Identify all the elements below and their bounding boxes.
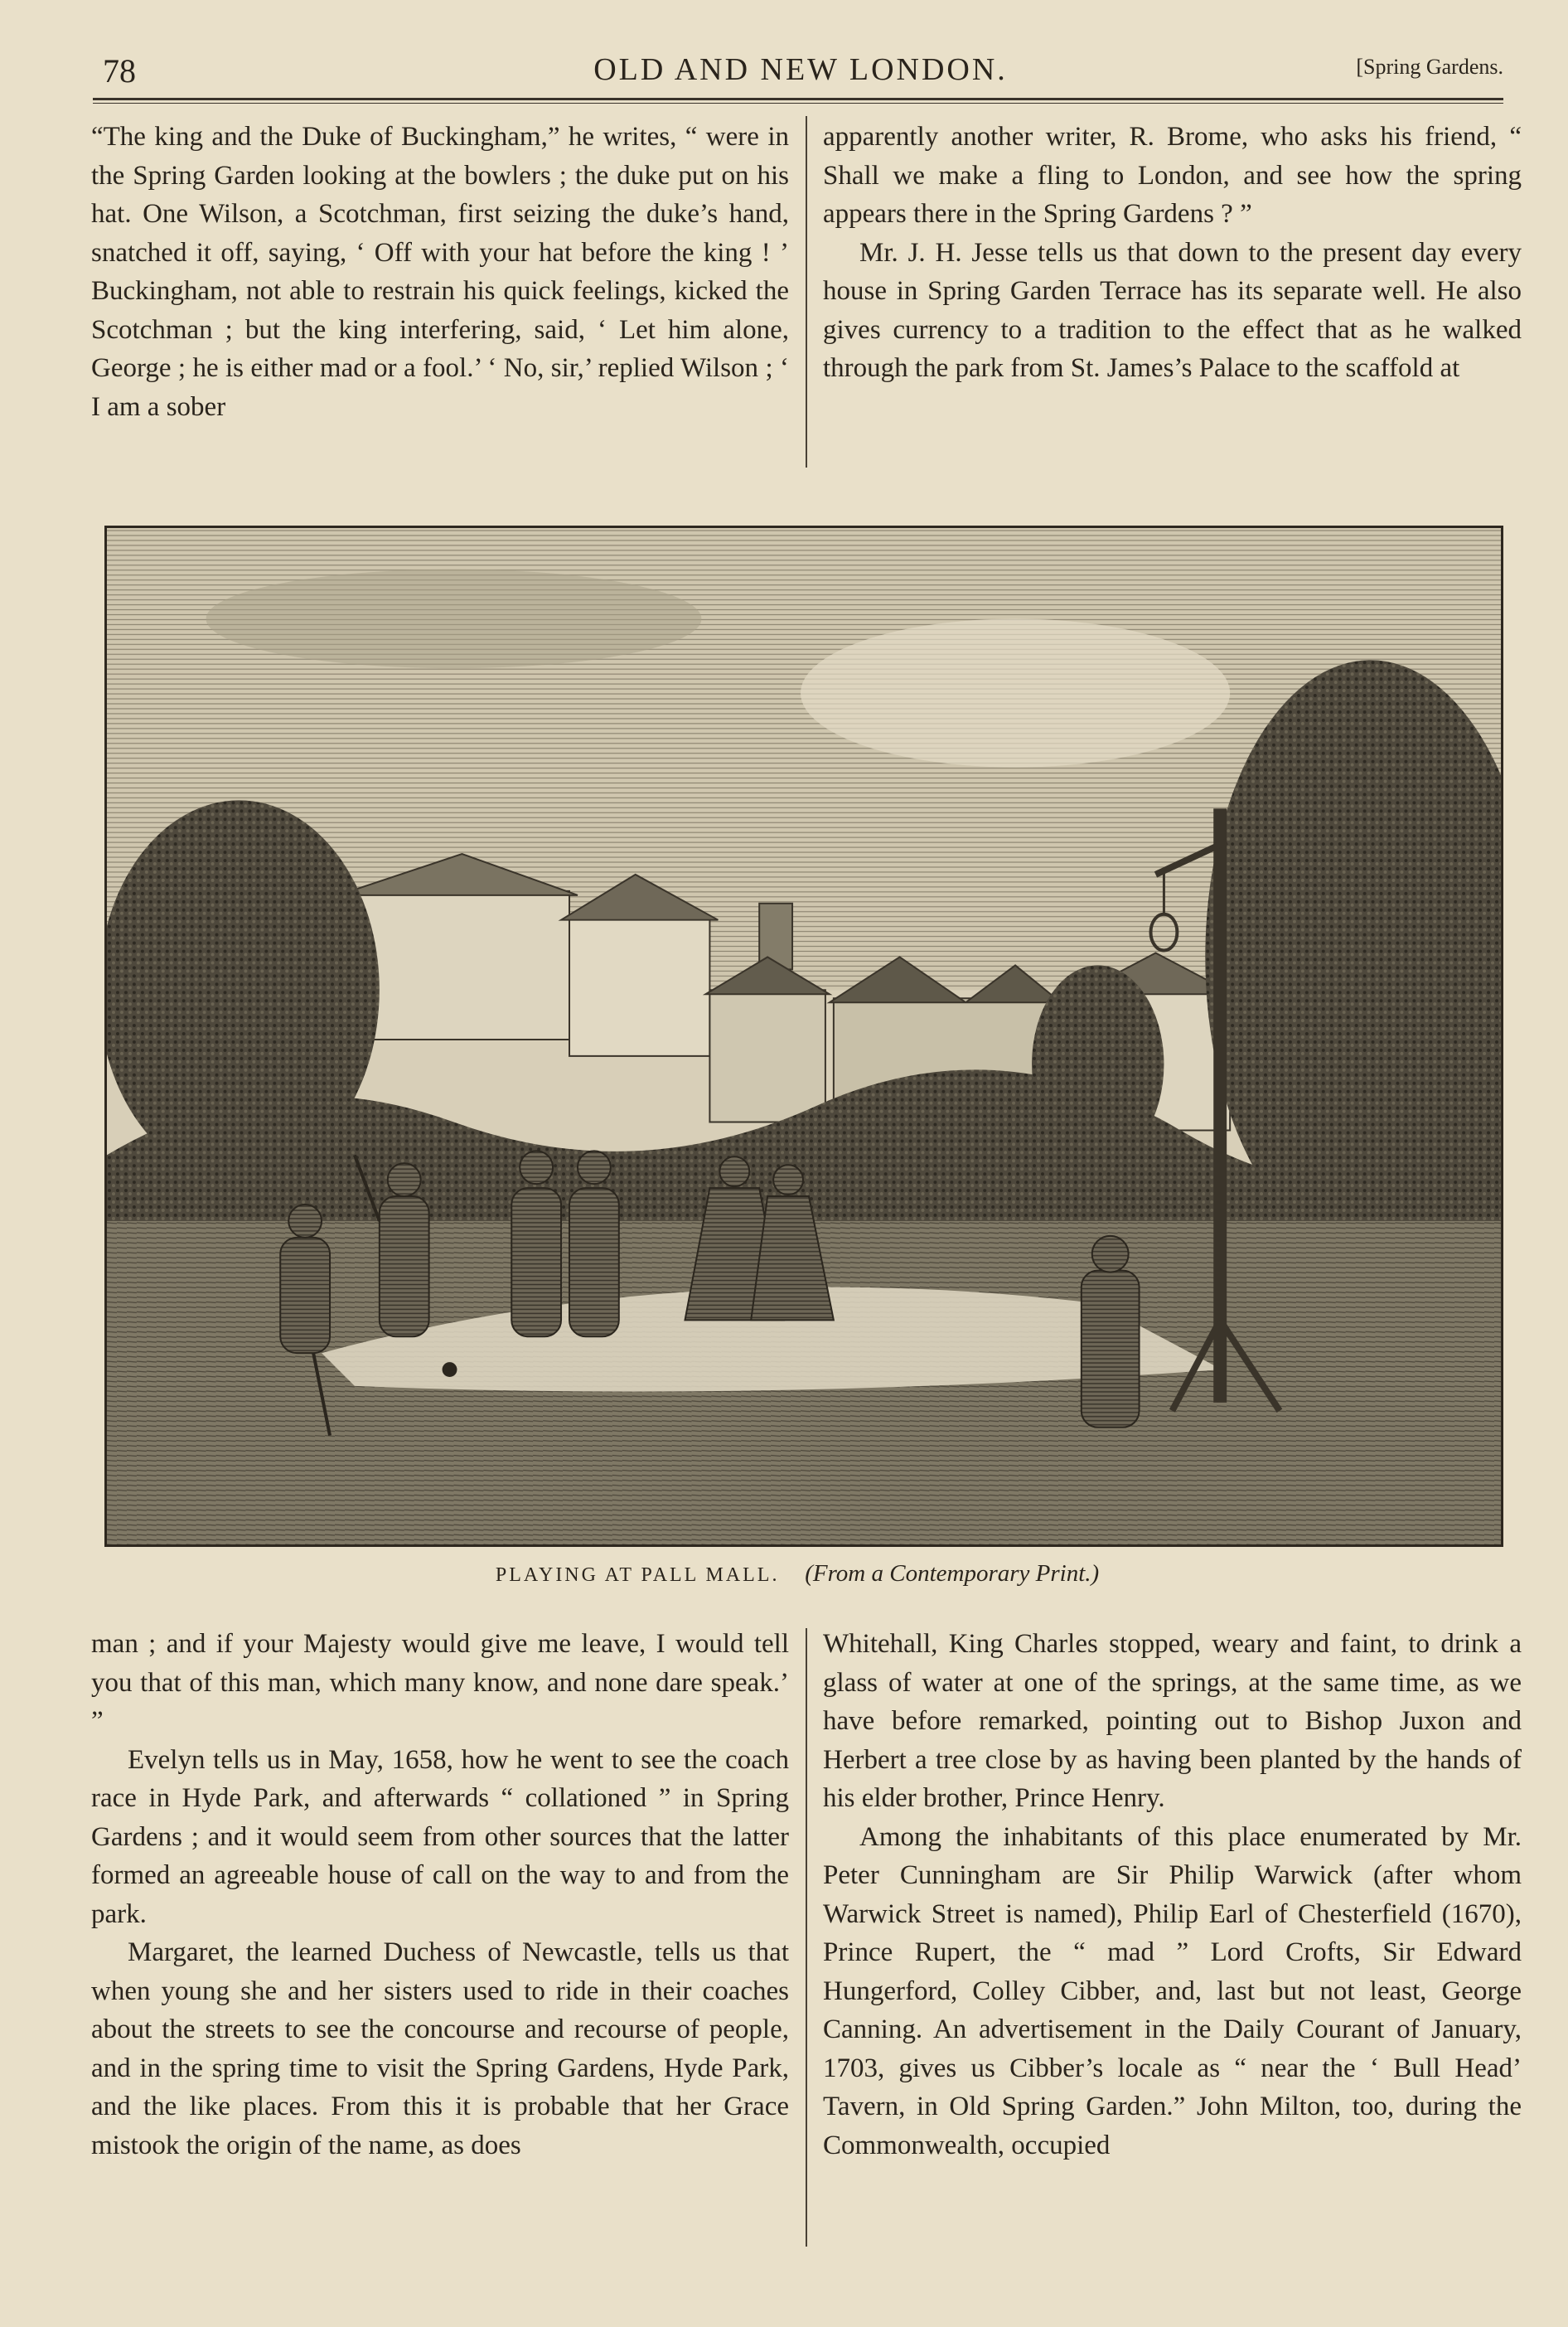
paragraph: Margaret, the learned Duchess of Newcastle, tells us that when young she and her sisters used to ride in their coaches about the streets to see the concourse and recourse of people, and in the spring time to visit the Spring Gardens, Hyde Park, and the like places. From this it is probable that her Grace mistook the origin of the name, as does bbox=[91, 1937, 789, 2160]
top-left-column bbox=[91, 118, 789, 426]
figure-caption bbox=[91, 1560, 1503, 1588]
page-number: 78 bbox=[103, 52, 136, 90]
paragraph: Among the inhabitants of this place enumerated by Mr. Peter Cunningham are Sir Philip Warwick (after whom Warwick Street is named), Philip Earl of Chesterfield (1670), Prince Rupert, the “ mad ” Lord Crofts, Sir Edward Hungerford, Colley Cibber, and, last but not least, George Canning. An advertisement in the Daily Courant of January, 1703, gives us Cibber’s locale as “ near the ‘ Bull Head’ Tavern, in Old Spring Garden.” John Milton, too, during the Commonwealth, occupied bbox=[823, 1821, 1522, 2160]
paragraph: Mr. J. H. Jesse tells us that down to the present day every house in Spring Garden Terrace has its separate well. He also gives currency to a tradition to the effect that as he walked through the park from St. James’s Palace to the scaffold at bbox=[823, 237, 1522, 383]
column-divider-top bbox=[806, 116, 807, 468]
bottom-right-column bbox=[823, 1625, 1522, 2165]
running-header bbox=[91, 43, 1510, 93]
paragraph: Evelyn tells us in May, 1658, how he went to see the coach race in Hyde Park, and afterwards “ collationed ” in Spring Gardens ; and it would seem from other sources that the latter formed an agreeable house of call on the way to and from the park. bbox=[91, 1744, 789, 1929]
header-rule-thin bbox=[93, 103, 1503, 104]
book-title: OLD AND NEW LONDON. bbox=[593, 52, 1008, 87]
top-right-column bbox=[823, 118, 1522, 388]
paragraph: man ; and if your Majesty would give me leave, I would tell you that of this man, which many know, and none dare speak.’ ” bbox=[91, 1629, 789, 1736]
column-divider-bottom bbox=[806, 1628, 807, 2247]
caption-title: PLAYING AT PALL MALL. bbox=[495, 1564, 780, 1586]
paragraph: apparently another writer, R. Brome, who asks his friend, “ Shall we make a fling to London, and see how the spring appears there in the Spring Gardens ? ” bbox=[823, 122, 1522, 229]
engraving-illustration bbox=[104, 526, 1503, 1547]
paragraph: “The king and the Duke of Buckingham,” he writes, “ were in the Spring Garden looking at the bowlers ; the duke put on his hat. One Wilson, a Scotchman, first seizing the duke’s hand, snatched it off, saying, ‘ Off with your hat before the king ! ’ Buckingham, not able to restrain his quick feelings, kicked the Scotchman ; but the king interfering, said, ‘ Let him alone, George ; he is either mad or a fool.’ ‘ No, sir,’ replied Wilson ; ‘ I am a sober bbox=[91, 122, 789, 422]
caption-source: (From a Contemporary Print.) bbox=[805, 1560, 1100, 1587]
section-title: [Spring Gardens. bbox=[1356, 55, 1503, 79]
bottom-left-column bbox=[91, 1625, 789, 2165]
paragraph: Whitehall, King Charles stopped, weary and faint, to drink a glass of water at one of the springs, at the same time, as we have before remarked, pointing out to Bishop Juxon and Herbert a tree close by as having been planted by the hands of his elder brother, Prince Henry. bbox=[823, 1629, 1522, 1813]
engraving-drawing bbox=[107, 528, 1501, 1544]
header-rule bbox=[93, 98, 1503, 100]
